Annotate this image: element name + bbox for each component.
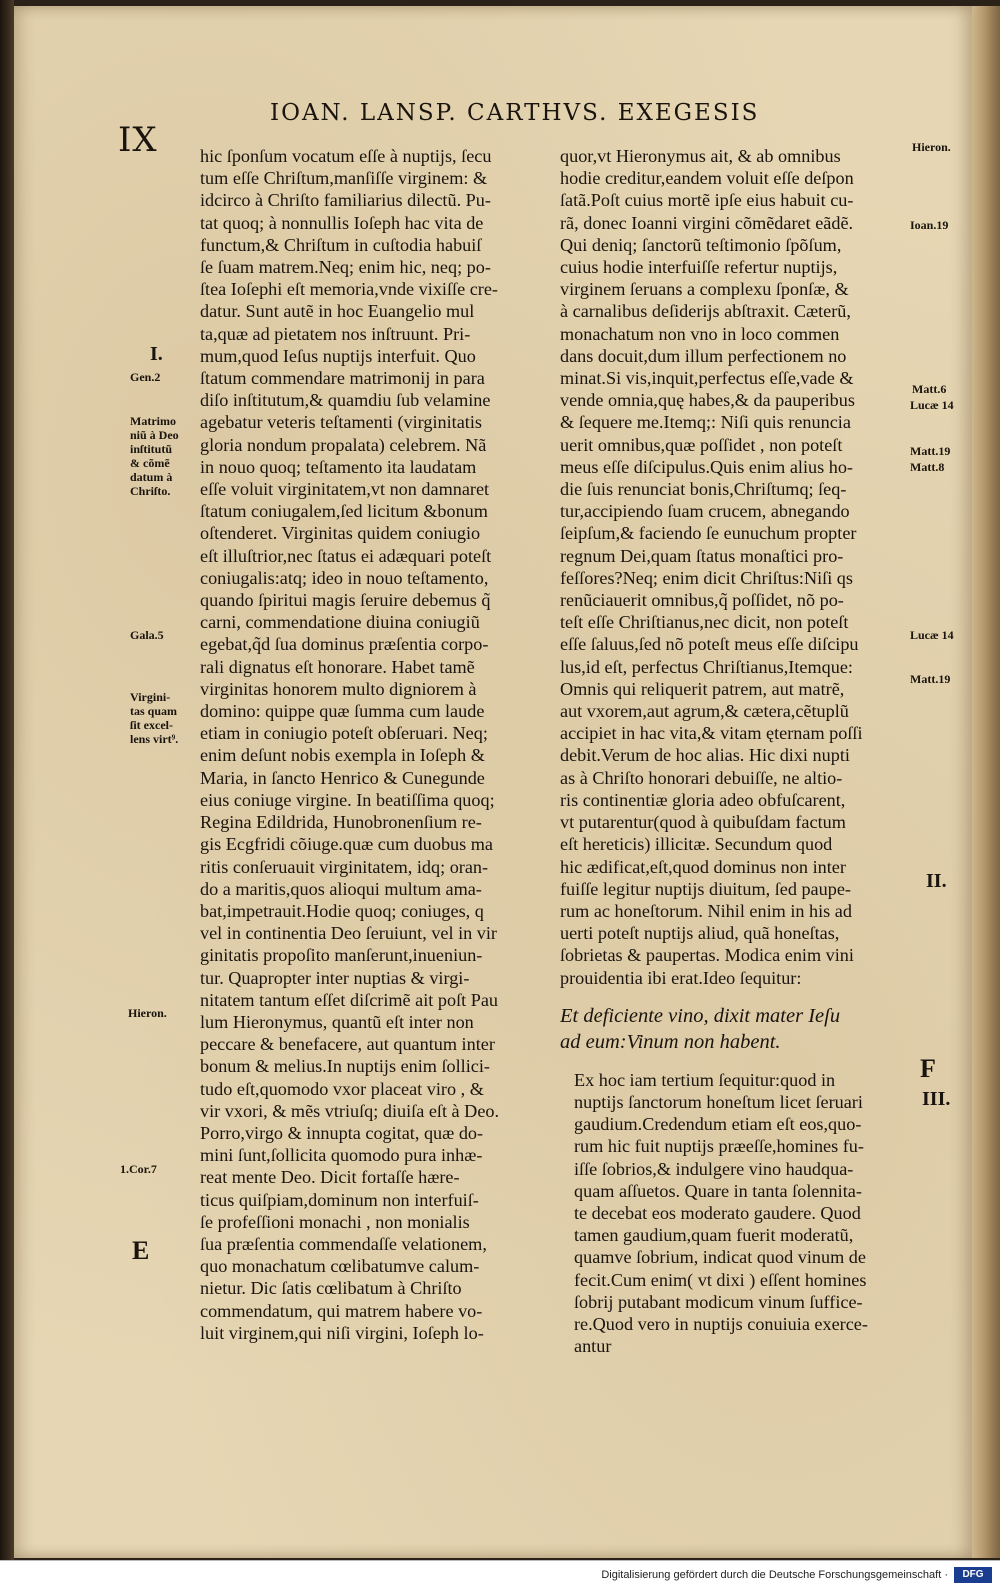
text-line: re.Quod vero in nuptijs conuiuia exerce-	[574, 1313, 868, 1334]
text-line: coniugalis:atq; ideo in nouo teſtamento,	[200, 567, 489, 588]
text-line: tamen gaudium,quam fuerit moderatũ,	[574, 1225, 854, 1246]
text-line: mini ſunt,ſollicita quomodo pura inhæ-	[200, 1145, 483, 1166]
folio-number: IX	[118, 120, 158, 160]
margin-note-line: niũ à Deo	[130, 428, 179, 442]
text-line: hodie creditur,eandem voluit eſſe deſpon	[560, 168, 854, 189]
text-line: accipiet in hac vita,& vitam ęternam poſſi	[560, 723, 863, 744]
text-line: prouidentia ibi erat.Ideo ſequitur:	[560, 967, 802, 988]
text-line: Regina Edildrida, Hunobronenſium re-	[200, 812, 482, 833]
text-line: vel in continentia Deo ſeruiunt, vel in vir	[200, 923, 497, 944]
text-line: nuptijs ſanctorum honeſtum licet ſeruari	[574, 1091, 863, 1112]
text-line: ris continentiæ gloria adeo obfuſcarent,	[560, 789, 846, 810]
text-line: carni, commendatione diuina coniugiũ	[200, 612, 480, 633]
digitization-footer	[0, 1560, 1000, 1591]
text-line: Porro,virgo & innupta cogitat, quæ do-	[200, 1122, 484, 1143]
text-line: vende omnia,quę habes,& da pauperibus	[560, 390, 855, 411]
text-line: gis Ecgfridi cõiuge.quæ cum duobus ma	[200, 834, 493, 855]
text-line: ſobrij putabant modicum vinum ſuffice-	[574, 1291, 863, 1312]
text-line: etiam in coniugio poteſt obſeruari. Neq;	[200, 723, 488, 744]
section-letter-e: E	[132, 1236, 150, 1265]
text-line: Qui deniq; ſanctorũ teſtimonio ſpõſum,	[560, 234, 842, 255]
text-line: ta,quæ ad pietatem nos inſtruunt. Pri-	[200, 323, 471, 344]
text-line: domino: quippe quæ ſumma cum laude	[200, 701, 485, 722]
text-line: Ex hoc iam tertium ſequitur:quod in	[574, 1069, 836, 1090]
text-line: monachatum non vno in loco commen	[560, 323, 840, 344]
text-line: ſatã.Poſt cuius mortẽ ipſe eius habuit cu-	[560, 190, 854, 211]
section-number-1: I.	[150, 343, 163, 365]
text-line: eſſe ſaluus,ſed nõ poteſt meus eſſe diſcipu	[560, 634, 859, 655]
right-column-top-text	[560, 145, 905, 989]
running-head: IOAN. LANSP. CARTHVS. EXEGESIS	[270, 100, 760, 126]
margin-note-line: Matrimo	[130, 414, 176, 428]
book-binding-shadow	[0, 0, 14, 1590]
text-line: as à Chriſto honorari debuiſſe, ne altio-	[560, 767, 843, 788]
margin-note-line: inſtitutũ	[130, 442, 173, 456]
text-line: ſtatum commendare matrimonij in para	[200, 368, 485, 389]
text-line: dans docuit,dum illum perfectionem no	[560, 345, 847, 366]
page-edge-stack	[972, 6, 1000, 1558]
right-text-column	[560, 145, 905, 1357]
left-text-column	[200, 145, 548, 1344]
scripture-quote	[560, 1003, 905, 1055]
text-line: uerti poteſt nuptijs aliud, quã honeſtas,	[560, 923, 840, 944]
right-column-bottom-text	[560, 1069, 905, 1358]
text-line: fuiſſe legitur nuptijs diuitum, ſed paupe-	[560, 878, 851, 899]
margin-ref-cor: 1.Cor.7	[120, 1162, 157, 1176]
text-line: nitatem tantum eſſet diſcrimẽ ait poſt Pau	[200, 989, 498, 1010]
text-line: gloria nondum propalata) celebrem. Nã	[200, 434, 487, 455]
text-line: lus,id eſt, perfectus Chriſtianus,Itemque:	[560, 656, 853, 677]
text-line: tur,accipiendo ſuam crucem, abnegando	[560, 501, 850, 522]
text-line: bat,impetrauit.Hodie quoq; coniuges, q	[200, 900, 484, 921]
text-line: fecit.Cum enim( vt dixi ) eſſent homines	[574, 1269, 867, 1290]
text-line: tur. Quapropter inter nuptias & virgi-	[200, 967, 470, 988]
text-line: functum,& Chriſtum in cuſtodia habuiſ	[200, 234, 482, 255]
text-line: ſtea Ioſephi eſt memoria,vnde vixiſſe cre-	[200, 279, 498, 300]
text-line: quamve ſobrium, indicat quod vinum de	[574, 1247, 866, 1268]
text-line: oſtenderet. Virginitas quidem coniugio	[200, 523, 481, 544]
text-line: ſua præſentia commendaſſe velationem,	[200, 1233, 487, 1254]
text-line: ſtatum coniugalem,ſed licitum &bonum	[200, 501, 488, 522]
text-line: luit virginem,qui niſi virgini, Ioſeph lo-	[200, 1322, 484, 1343]
text-line: eius coniuge virgine. In beatiſſima quoq;	[200, 789, 495, 810]
text-line: Omnis qui reliquerit patrem, aut matrẽ,	[560, 678, 845, 699]
text-line: feſſores?Neq; enim dicit Chriſtus:Niſi qs	[560, 567, 853, 588]
margin-note-line: Chriſto.	[130, 484, 171, 498]
margin-ref-matt19b: Matt.19	[910, 672, 951, 686]
text-line: in nouo quoq; teſtamento ita laudatam	[200, 456, 477, 477]
text-line: rali dignatus eſt honorare. Habet tamẽ	[200, 656, 475, 677]
text-line: regnum Dei,quam ſtatus monaſtici pro-	[560, 545, 844, 566]
text-line: vt putarentur(quod à quibuſdam factum	[560, 812, 846, 833]
margin-ref-hieron-left: Hieron.	[128, 1006, 167, 1020]
text-line: ſe profeſſioni monachi , non monialis	[200, 1211, 470, 1232]
text-line: eſt illuſtrior,nec ſtatus ei adæquari poteſt	[200, 545, 492, 566]
quote-line: Et deficiente vino, dixit mater Ieſu	[560, 1004, 841, 1027]
margin-ref-ioan: Ioan.19	[910, 218, 949, 232]
margin-note-line: & cõmẽ	[130, 456, 170, 470]
margin-note-virginitas	[130, 690, 178, 746]
margin-note-matrimonium	[130, 414, 179, 498]
text-line: commendatum, qui matrem habere vo-	[200, 1300, 483, 1321]
text-line: agebatur veteris teſtamenti (virginitatis	[200, 412, 482, 433]
text-line: diſo inſtitutum,& quamdiu ſub velamine	[200, 390, 491, 411]
margin-note-line: datum à	[130, 470, 173, 484]
margin-ref-matt6: Matt.6	[912, 382, 947, 396]
text-line: rum hic fuit nuptijs præeſſe,homines fu-	[574, 1136, 864, 1157]
text-line: enim deſunt nobis exempla in Ioſeph &	[200, 745, 485, 766]
footer-credit-text: Digitalisierung gefördert durch die Deutsche Forschungsgemeinschaft ·	[601, 1569, 948, 1581]
text-line: cuius hodie interfuiſſe refertur nuptijs,	[560, 257, 838, 278]
text-line: rum ac honeſtorum. Nihil enim in his ad	[560, 900, 852, 921]
text-line: ticus quiſpiam,dominum non interfuiſ-	[200, 1189, 479, 1210]
text-line: nietur. Dic ſatis cœlibatum à Chriſto	[200, 1278, 462, 1299]
margin-ref-matt19a: Matt.19	[910, 444, 951, 458]
text-line: ſe ſuam matrem.Neq; enim hic, neq; po-	[200, 257, 491, 278]
text-line: ginitatis propoſito manſerunt,inueniun-	[200, 945, 483, 966]
text-line: quando ſpiritui magis ſeruire debemus q̃	[200, 590, 491, 611]
text-line: virginem ſeruans a complexu ſponſæ, &	[560, 279, 849, 300]
text-line: bonum & melius.In nuptijs enim ſollici-	[200, 1056, 490, 1077]
text-line: hic ædificat,eſt,quod dominus non inter	[560, 856, 846, 877]
text-line: egebat,q̃d ſua dominus præſentia corpo-	[200, 634, 489, 655]
margin-note-line: ſit excel-	[130, 718, 173, 732]
text-line: antur	[574, 1336, 612, 1357]
text-line: gaudium.Credendum etiam eſt eos,quo-	[574, 1114, 862, 1135]
text-line: tum eſſe Chriſtum,manſiſſe virginem: &	[200, 168, 488, 189]
margin-ref-luc14a: Lucæ 14	[910, 398, 954, 412]
text-line: idcirco à Chriſto familiarius dilectũ. Pu-	[200, 190, 491, 211]
text-line: meus eſſe diſcipulus.Quis enim alius ho-	[560, 456, 853, 477]
text-line: tudo eſt,quomodo vxor placeat viro , &	[200, 1078, 484, 1099]
text-line: teſt eſſe Chriſtianus,nec dicit, non poteſt	[560, 612, 849, 633]
text-line: hic ſponſum vocatum eſſe à nuptijs, ſecu	[200, 146, 492, 166]
text-line: die ſuis renunciat bonis,Chriſtumq; ſeq-	[560, 479, 847, 500]
text-line: peccare & benefacere, aut quantum inter	[200, 1034, 495, 1055]
margin-note-line: tas quam	[130, 704, 178, 718]
text-line: lum Hieronymus, quantũ eſt inter non	[200, 1011, 474, 1032]
text-line: virginitas honorem multo digniorem à	[200, 678, 477, 699]
text-line: tat quoq; à nonnullis Ioſeph hac vita de	[200, 212, 484, 233]
text-line: vir vxori, & mẽs vtriuſq; diuiſa eſt à Deo.	[200, 1100, 500, 1121]
margin-ref-gala: Gala.5	[130, 628, 164, 642]
text-line: do a maritis,quos alioqui multum ama-	[200, 878, 482, 899]
text-line: minat.Si vis,inquit,perfectus eſſe,vade &	[560, 368, 854, 389]
text-line: quo monachatum cœlibatumve calum-	[200, 1256, 480, 1277]
section-letter-f: F	[920, 1054, 936, 1083]
margin-ref-gen: Gen.2	[130, 370, 161, 384]
margin-note-line: Virgini-	[130, 690, 171, 704]
text-line: eſt hereticis) illicitæ. Secundum quod	[560, 834, 833, 855]
text-line: aut vxorem,aut agrum,& cætera,cẽtuplũ	[560, 701, 849, 722]
text-line: debit.Verum de hoc alias. Hic dixi nupti	[560, 745, 850, 766]
section-number-2: II.	[926, 870, 947, 892]
text-line: Maria, in ſancto Henrico & Cunegunde	[200, 767, 485, 788]
text-line: ſeipſum,& faciendo ſe eunuchum propter	[560, 523, 857, 544]
text-line: mum,quod Ieſus nuptijs interfuit. Quo	[200, 345, 476, 366]
text-line: quor,vt Hieronymus ait, & ab omnibus	[560, 146, 841, 166]
text-line: renũciauerit omnibus,q̃ poſſidet, nõ po-	[560, 590, 844, 611]
text-line: quam aſſuetos. Quare in tanta ſolennita-	[574, 1180, 862, 1201]
section-number-3: III.	[922, 1088, 951, 1110]
text-line: & ſequere me.Itemq;: Niſi quis renuncia	[560, 412, 851, 433]
text-line: ſobrietas & paupertas. Modica enim vini	[560, 945, 854, 966]
text-line: uerit omnibus,quæ poſſidet , non poteſt	[560, 434, 843, 455]
margin-note-line: lens virt⁹.	[130, 732, 179, 746]
quote-line: ad eum:Vinum non habent.	[560, 1030, 781, 1053]
margin-ref-hieron-right: Hieron.	[912, 140, 951, 154]
text-line: te decebat eos moderato gaudere. Quod	[574, 1202, 861, 1223]
text-line: eſſe voluit virginitatem,vt non damnaret	[200, 479, 490, 500]
text-line: reat mente Deo. Dicit fortaſſe hære-	[200, 1167, 460, 1188]
margin-ref-matt8: Matt.8	[910, 460, 945, 474]
text-line: ritis conſeruauit virginitatem, idq; oran-	[200, 856, 489, 877]
dfg-logo: DFG	[954, 1567, 992, 1583]
text-line: iſſe ſobrios,& indulgere vino haudqua-	[574, 1158, 854, 1179]
text-line: à carnalibus deſiderijs abſtraxit. Cæterũ,	[560, 301, 851, 322]
text-line: rã, donec Ioanni virgini cõmẽdaret eãdẽ.	[560, 212, 854, 233]
text-line: datur. Sunt autẽ in hoc Euangelio mul	[200, 301, 475, 322]
margin-ref-luc14b: Lucæ 14	[910, 628, 954, 642]
